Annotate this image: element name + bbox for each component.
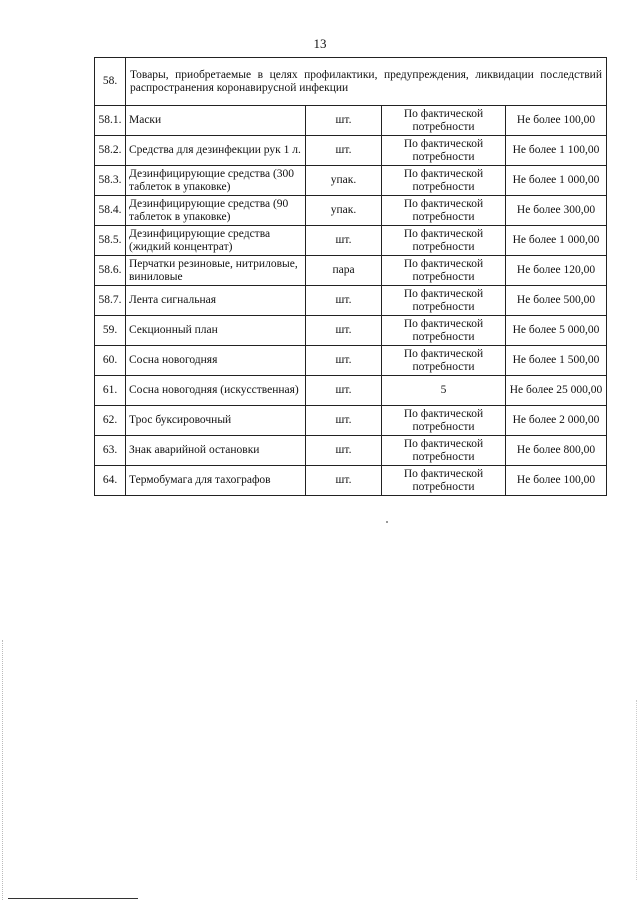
item-unit: шт. [306, 376, 382, 406]
item-number: 58.3. [95, 166, 126, 196]
item-price: Не более 300,00 [506, 196, 607, 226]
item-price: Не более 1 000,00 [506, 166, 607, 196]
footnote-separator [8, 898, 138, 899]
item-price: Не более 1 100,00 [506, 136, 607, 166]
item-name: Лента сигнальная [126, 286, 306, 316]
table-row [95, 166, 607, 196]
page-number: 13 [313, 36, 327, 51]
item-unit: шт. [306, 106, 382, 136]
item-price: Не более 800,00 [506, 436, 607, 466]
item-name: Трос буксировочный [126, 406, 306, 436]
item-quantity: По фактической потребности [382, 136, 506, 166]
item-name: Дезинфицирующие средства (90 таблеток в упаковке) [126, 196, 306, 226]
goods-table-body [95, 58, 607, 496]
section-title: Товары, приобретаемые в целях профилактики, предупреждения, ликвидации последствий распространения коронавирусной инфекции [126, 58, 607, 106]
item-name: Сосна новогодняя [126, 346, 306, 376]
item-quantity: По фактической потребности [382, 406, 506, 436]
item-unit: шт. [306, 346, 382, 376]
item-quantity: По фактической потребности [382, 316, 506, 346]
item-number: 58.5. [95, 226, 126, 256]
item-unit: пара [306, 256, 382, 286]
item-name: Маски [126, 106, 306, 136]
item-name: Секционный план [126, 316, 306, 346]
item-quantity: По фактической потребности [382, 166, 506, 196]
scan-edge-mark [2, 640, 4, 900]
item-name: Термобумага для тахографов [126, 466, 306, 496]
table-row [95, 376, 607, 406]
item-quantity: По фактической потребности [382, 226, 506, 256]
item-unit: упак. [306, 166, 382, 196]
table-row [95, 406, 607, 436]
item-price: Не более 120,00 [506, 256, 607, 286]
item-number: 58.4. [95, 196, 126, 226]
item-price: Не более 5 000,00 [506, 316, 607, 346]
table-row [95, 196, 607, 226]
section-number: 58. [95, 58, 126, 106]
item-price: Не более 1 500,00 [506, 346, 607, 376]
item-unit: шт. [306, 466, 382, 496]
table-row [95, 106, 607, 136]
item-quantity: По фактической потребности [382, 106, 506, 136]
item-unit: шт. [306, 316, 382, 346]
item-name: Дезинфицирующие средства (жидкий концентрат) [126, 226, 306, 256]
scan-speck [386, 521, 388, 523]
table-row [95, 256, 607, 286]
item-unit: шт. [306, 406, 382, 436]
item-quantity: 5 [382, 376, 506, 406]
item-unit: шт. [306, 136, 382, 166]
item-price: Не более 500,00 [506, 286, 607, 316]
item-number: 63. [95, 436, 126, 466]
item-number: 61. [95, 376, 126, 406]
item-name: Дезинфицирующие средства (300 таблеток в упаковке) [126, 166, 306, 196]
item-unit: шт. [306, 286, 382, 316]
table-row [95, 226, 607, 256]
table-row [95, 136, 607, 166]
item-unit: шт. [306, 226, 382, 256]
item-number: 58.2. [95, 136, 126, 166]
item-quantity: По фактической потребности [382, 436, 506, 466]
item-number: 58.1. [95, 106, 126, 136]
scan-edge-mark-right [636, 700, 638, 880]
item-price: Не более 25 000,00 [506, 376, 607, 406]
item-name: Знак аварийной остановки [126, 436, 306, 466]
table-row [95, 436, 607, 466]
item-price: Не более 100,00 [506, 466, 607, 496]
item-unit: упак. [306, 196, 382, 226]
item-number: 59. [95, 316, 126, 346]
table-row [95, 316, 607, 346]
item-number: 64. [95, 466, 126, 496]
item-name: Средства для дезинфекции рук 1 л. [126, 136, 306, 166]
table-row [95, 346, 607, 376]
item-price: Не более 1 000,00 [506, 226, 607, 256]
item-quantity: По фактической потребности [382, 286, 506, 316]
item-name: Сосна новогодняя (искусственная) [126, 376, 306, 406]
item-unit: шт. [306, 436, 382, 466]
item-number: 58.7. [95, 286, 126, 316]
item-quantity: По фактической потребности [382, 346, 506, 376]
item-price: Не более 100,00 [506, 106, 607, 136]
goods-table [94, 57, 607, 496]
item-quantity: По фактической потребности [382, 256, 506, 286]
table-row [95, 286, 607, 316]
table-row [95, 466, 607, 496]
item-quantity: По фактической потребности [382, 196, 506, 226]
item-price: Не более 2 000,00 [506, 406, 607, 436]
section-header-row [95, 58, 607, 106]
item-number: 58.6. [95, 256, 126, 286]
item-name: Перчатки резиновые, нитриловые, виниловые [126, 256, 306, 286]
item-number: 62. [95, 406, 126, 436]
item-quantity: По фактической потребности [382, 466, 506, 496]
item-number: 60. [95, 346, 126, 376]
